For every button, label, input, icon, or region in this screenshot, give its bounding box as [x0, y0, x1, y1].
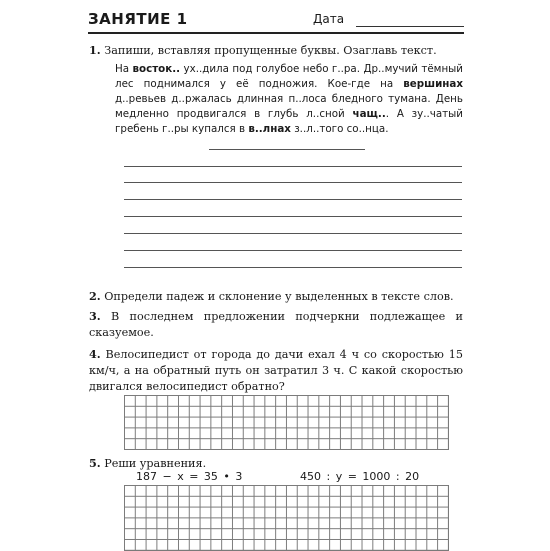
lesson-title: ЗАНЯТИЕ 1	[88, 10, 188, 28]
date-input-line[interactable]	[356, 26, 464, 27]
answer-grid[interactable]	[124, 395, 449, 450]
highlighted-word: чащ..	[352, 108, 386, 120]
writing-line[interactable]	[124, 267, 462, 268]
header-rule	[88, 32, 464, 34]
highlighted-word: в..лнах	[248, 123, 291, 135]
answer-grid[interactable]	[124, 485, 449, 551]
highlighted-word: восток..	[132, 63, 181, 75]
writing-line[interactable]	[124, 182, 462, 183]
date-label: Дата	[313, 12, 345, 26]
task-1	[89, 42, 463, 137]
task-number: 1.	[89, 43, 101, 57]
writing-line[interactable]	[124, 199, 462, 200]
writing-line[interactable]	[124, 233, 462, 234]
task-2	[89, 288, 463, 305]
task-number: 3.	[89, 309, 101, 323]
task-text: Запиши, вставляя пропущенные буквы. Озаглавь текст.	[104, 44, 437, 57]
task-1-instruction	[89, 42, 463, 59]
equation-1: 187 − x = 35 • 3	[136, 470, 243, 483]
task-text: В последнем предложении подчеркни подлежащее и сказуемое.	[89, 310, 463, 339]
text-fragment: . А зу..чатый гребень г..ры купался в	[115, 108, 463, 135]
text-fragment: ух..дила под голубое небо г..ра. Др..мучий тёмный лес поднимался у её подножия. Кое-где на	[115, 63, 463, 90]
task-text: Реши уравнения.	[104, 457, 207, 470]
text-fragment: д..ревьев д..ржалась длинная п..лоса бледного тумана. День медленно продвигался в глубь л..сной	[115, 93, 463, 120]
task-4	[89, 346, 463, 395]
task-text: Велосипедист от города до дачи ехал 4 ч со скоростью 15 км/ч, а на обратный путь он затратил 3 ч. С какой скоростью двигался велосипедист обратно?	[89, 348, 463, 393]
task-number: 2.	[89, 289, 101, 303]
task-text: Определи падеж и склонение у выделенных в тексте слов.	[104, 290, 454, 303]
text-fragment: з..л..того со..нца.	[290, 123, 389, 135]
exercise-text	[89, 62, 463, 137]
text-fragment: На	[115, 63, 133, 75]
task-number: 4.	[89, 347, 101, 361]
task-number: 5.	[89, 456, 101, 470]
writing-line[interactable]	[124, 250, 462, 251]
task-3	[89, 308, 463, 341]
equation-2: 450 : y = 1000 : 20	[300, 470, 420, 483]
writing-line[interactable]	[124, 216, 462, 217]
writing-line[interactable]	[124, 166, 462, 167]
text-title-line[interactable]	[209, 149, 365, 150]
header	[88, 10, 464, 32]
highlighted-word: вершинах	[403, 78, 463, 90]
